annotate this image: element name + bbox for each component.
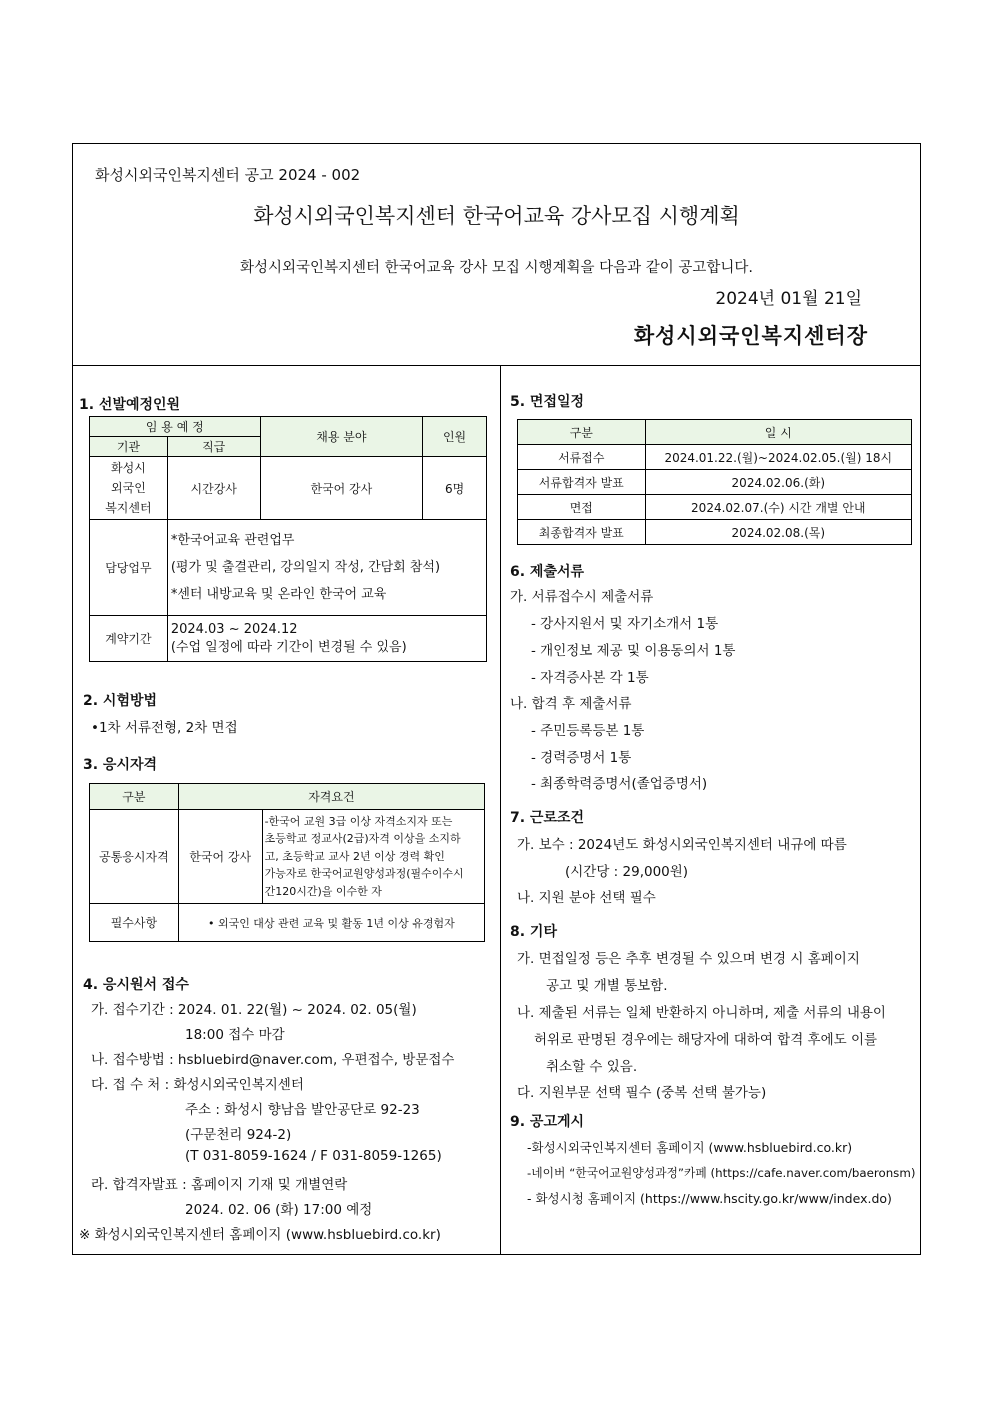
field-cell: 한국어 강사 (260, 457, 423, 520)
must-requirement: • 외국인 대상 관련 교육 및 활동 1년 이상 유경험자 (178, 904, 484, 942)
conditions-line: 가. 보수 : 2024년도 화성시외국인복지센터 내규에 따름 (517, 837, 847, 853)
intro-text: 화성시외국인복지센터 한국어교육 강사 모집 시행계획을 다음과 같이 공고합니다. (239, 260, 754, 276)
count-cell: 6명 (423, 457, 487, 520)
header-count: 인원 (423, 417, 487, 457)
header-date: 일 시 (645, 420, 911, 445)
notice-date: 2024년 01월 21일 (715, 289, 862, 309)
etc-line: 나. 제출된 서류는 일체 반환하지 아니하며, 제출 서류의 내용이 (517, 1005, 886, 1021)
documents-line: - 경력증명서 1통 (531, 750, 632, 766)
schedule-value: 2024.02.07.(수) 시간 개별 안내 (645, 495, 911, 520)
schedule-value: 2024.02.06.(화) (645, 470, 911, 495)
term-label: 계약기간 (90, 616, 168, 662)
etc-line: 공고 및 개별 통보함. (546, 978, 668, 994)
etc-line: 가. 면접일정 등은 추후 변경될 수 있으며 변경 시 홈페이지 (517, 951, 860, 967)
application-line: (구문천리 924-2) (185, 1127, 292, 1143)
header-field: 채용 분야 (260, 417, 423, 457)
document-title: 화성시외국인복지센터 한국어교육 강사모집 시행계획 (253, 204, 740, 228)
application-line: 가. 접수기간 : 2024. 01. 22(월) ~ 2024. 02. 05(월) (91, 1002, 417, 1018)
header-type: 구분 (518, 420, 646, 445)
org-line: 화성시 (111, 461, 146, 475)
selection-table (89, 416, 487, 662)
qualification-table (89, 783, 485, 942)
schedule-label: 서류접수 (518, 445, 646, 470)
common-requirement (262, 810, 484, 904)
common-label: 공통응시자격 (90, 810, 179, 904)
documents-line: - 개인정보 제공 및 이용동의서 1통 (531, 643, 736, 659)
documents-line: - 최종학력증명서(졸업증명서) (531, 776, 708, 792)
rank-cell: 시간강사 (167, 457, 260, 520)
section-title-selection: 1. 선발예정인원 (79, 397, 181, 413)
etc-line: 취소할 수 있음. (546, 1059, 638, 1075)
header-rank: 직급 (167, 437, 260, 457)
application-line: (T 031-8059-1624 / F 031-8059-1265) (185, 1148, 442, 1164)
section-title-qualification: 3. 응시자격 (83, 757, 158, 773)
schedule-label: 최종합격자 발표 (518, 520, 646, 545)
documents-line: - 자격증사본 각 1통 (531, 670, 649, 686)
schedule-label: 면접 (518, 495, 646, 520)
section-title-interview: 5. 면접일정 (510, 394, 585, 410)
interview-table (517, 419, 912, 545)
application-line: ※ 화성시외국인복지센터 홈페이지 (www.hsbluebird.co.kr) (79, 1227, 441, 1243)
header-type: 구분 (90, 784, 179, 810)
section-title-conditions: 7. 근로조건 (510, 810, 585, 826)
application-line: 나. 접수방법 : hsbluebird@naver.com, 우편접수, 방문접수 (91, 1052, 455, 1068)
req-line: 초등학교 정교사(2급)자격 이상을 소지하 (264, 832, 461, 846)
posting-line: - 화성시청 홈페이지 (https://www.hscity.go.kr/www/index.do) (527, 1191, 892, 1206)
req-line: 가능자로 한국어교원양성과정(필수이수시 (264, 867, 464, 881)
exam-method: •1차 서류전형, 2차 면접 (91, 720, 238, 736)
notice-header (73, 144, 920, 366)
documents-line: 가. 서류접수시 제출서류 (510, 589, 654, 605)
section-title-application: 4. 응시원서 접수 (83, 977, 189, 993)
application-line: 주소 : 화성시 향남읍 발안공단로 92-23 (185, 1102, 420, 1118)
documents-line: - 강사지원서 및 자기소개서 1통 (531, 616, 719, 632)
issuer-name: 화성시외국인복지센터장 (633, 324, 868, 348)
column-divider (500, 366, 501, 1254)
conditions-line: (시간당 : 29,000원) (565, 864, 689, 880)
duty-cell (167, 520, 486, 616)
documents-line: - 주민등록등본 1통 (531, 723, 645, 739)
term-cell (167, 616, 486, 662)
application-line: 18:00 접수 마감 (185, 1027, 285, 1043)
conditions-line: 나. 지원 분야 선택 필수 (517, 890, 656, 906)
notice-document (72, 143, 921, 1255)
application-line: 다. 접 수 처 : 화성시외국인복지센터 (91, 1077, 304, 1093)
schedule-value: 2024.01.22.(월)~2024.02.05.(월) 18시 (645, 445, 911, 470)
documents-line: 나. 합격 후 제출서류 (510, 696, 632, 712)
org-cell (90, 457, 168, 520)
common-field: 한국어 강사 (178, 810, 262, 904)
duty-line: *센터 내방교육 및 온라인 한국어 교육 (170, 587, 387, 602)
term-line: (수업 일정에 따라 기간이 변경될 수 있음) (170, 639, 407, 655)
section-title-etc: 8. 기타 (510, 924, 557, 940)
schedule-label: 서류합격자 발표 (518, 470, 646, 495)
notice-number: 화성시외국인복지센터 공고 2024 - 002 (95, 166, 361, 184)
org-line: 복지센터 (105, 501, 152, 515)
req-line: 고, 초등학교 교사 2년 이상 경력 확인 (264, 849, 445, 863)
schedule-value: 2024.02.08.(목) (645, 520, 911, 545)
application-line: 2024. 02. 06 (화) 17:00 예정 (185, 1202, 373, 1218)
duty-label: 담당업무 (90, 520, 168, 616)
duty-line: (평가 및 출결관리, 강의일지 작성, 간담회 참석) (170, 560, 441, 575)
section-title-exam: 2. 시험방법 (83, 693, 158, 709)
application-line: 라. 합격자발표 : 홈페이지 기재 및 개별연락 (91, 1177, 348, 1193)
term-line: 2024.03 ~ 2024.12 (170, 621, 298, 637)
etc-line: 다. 지원부문 선택 필수 (중복 선택 불가능) (517, 1085, 767, 1101)
must-label: 필수사항 (90, 904, 179, 942)
posting-line: -화성시외국인복지센터 홈페이지 (www.hsbluebird.co.kr) (527, 1140, 853, 1155)
req-line: -한국어 교원 3급 이상 자격소지자 또는 (264, 814, 453, 828)
header-requirement: 자격요건 (178, 784, 484, 810)
header-plan: 임 용 예 정 (90, 417, 261, 437)
posting-line: -네이버 “한국어교원양성과정”카페 (https://cafe.naver.com/baeronsm) (527, 1166, 916, 1180)
section-title-documents: 6. 제출서류 (510, 564, 585, 580)
etc-line: 허위로 판명된 경우에는 해당자에 대하여 합격 후에도 이를 (534, 1032, 878, 1048)
org-line: 외국인 (111, 481, 146, 495)
duty-line: *한국어교육 관련업무 (170, 533, 295, 548)
req-line: 간120시간)을 이수한 자 (264, 884, 382, 898)
header-org: 기관 (90, 437, 168, 457)
section-title-posting: 9. 공고게시 (510, 1114, 585, 1130)
